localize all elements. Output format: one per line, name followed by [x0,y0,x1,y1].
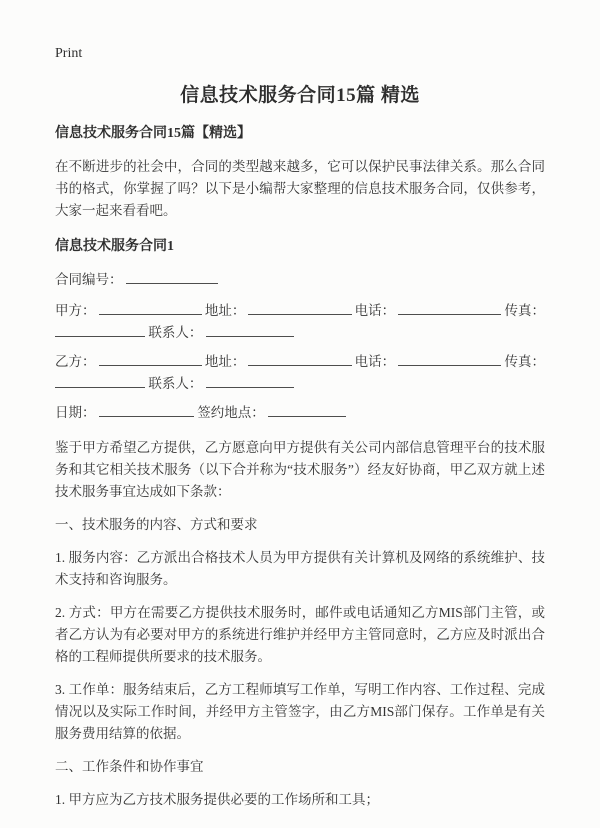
party-a-row-1 [55,300,545,322]
contract-number-blank [126,269,218,284]
party-a-label: 甲方： [55,303,96,318]
party-b-name-blank [99,351,202,366]
party-b-phone-label: 电话： [354,354,396,369]
sign-place-blank [268,402,346,417]
date-label: 日期： [55,405,96,420]
party-b-contact-blank [206,373,294,388]
preamble-paragraph: 鉴于甲方希望乙方提供，乙方愿意向甲方提供有关公司内部信息管理平台的技术服务和其它相关技术服务（以下合并称为“技术服务”）经友好协商，甲乙双方就上述技术服务事宜达成如下条款： [55,440,545,499]
clause-1-3: 3. 工作单：服务结束后，乙方工程师填写工作单，写明工作内容、工作过程、完成情况以及实际工作时间，并经甲方主管签字，由乙方MIS部门保存。工作单是有关服务费用结算的依据。 [55,682,545,741]
party-b-address-label: 地址： [204,354,246,369]
section-1-heading: 一、技术服务的内容、方式和要求 [55,517,258,532]
party-a-fax-blank [55,322,145,337]
party-b-address-blank [248,351,351,366]
print-link[interactable]: Print [55,46,83,61]
party-b-contact-label: 联系人： [148,376,203,391]
section-2-heading: 二、工作条件和协作事宜 [55,759,204,774]
party-b-row-1 [55,351,545,373]
party-a-phone-label: 电话： [354,303,396,318]
clause-2-1: 1. 甲方应为乙方技术服务提供必要的工作场所和工具； [55,792,379,807]
clause-1-1: 1. 服务内容：乙方派出合格技术人员为甲方提供有关计算机及网络的系统维护、技术支持和咨询服务。 [55,550,545,587]
party-a-contact-label: 联系人： [148,325,203,340]
contract-number-label: 合同编号： [55,272,123,287]
date-blank [99,402,194,417]
contract-1-heading: 信息技术服务合同1 [55,239,174,254]
party-b-block [55,351,545,395]
party-b-fax-label: 传真： [504,354,545,369]
party-a-phone-blank [398,300,501,315]
party-a-address-blank [248,300,351,315]
party-b-row-2 [55,373,545,395]
doc-subtitle: 信息技术服务合同15篇【精选】 [55,126,251,141]
intro-paragraph: 在不断进步的社会中，合同的类型越来越多，它可以保护民事法律关系。那么合同书的格式，你掌握了吗？以下是小编帮大家整理的信息技术服务合同，仅供参考，大家一起来看看吧。 [55,159,545,218]
party-a-block [55,300,545,344]
party-a-address-label: 地址： [204,303,246,318]
page-title: 信息技术服务合同15篇 精选 [180,85,420,106]
party-a-name-blank [99,300,202,315]
party-a-contact-blank [206,322,294,337]
party-a-fax-label: 传真： [504,303,545,318]
party-b-label: 乙方： [55,354,96,369]
party-b-phone-blank [398,351,501,366]
sign-place-label: 签约地点： [197,405,265,420]
party-a-row-2 [55,322,545,344]
contract-number-row [55,269,545,291]
party-b-fax-blank [55,373,145,388]
clause-1-2: 2. 方式：甲方在需要乙方提供技术服务时，邮件或电话通知乙方MIS部门主管，或者乙方认为有必要对甲方的系统进行维护并经甲方主管同意时，乙方应及时派出合格的工程师提供所要求的技术服务。 [55,605,545,664]
date-row [55,402,545,424]
